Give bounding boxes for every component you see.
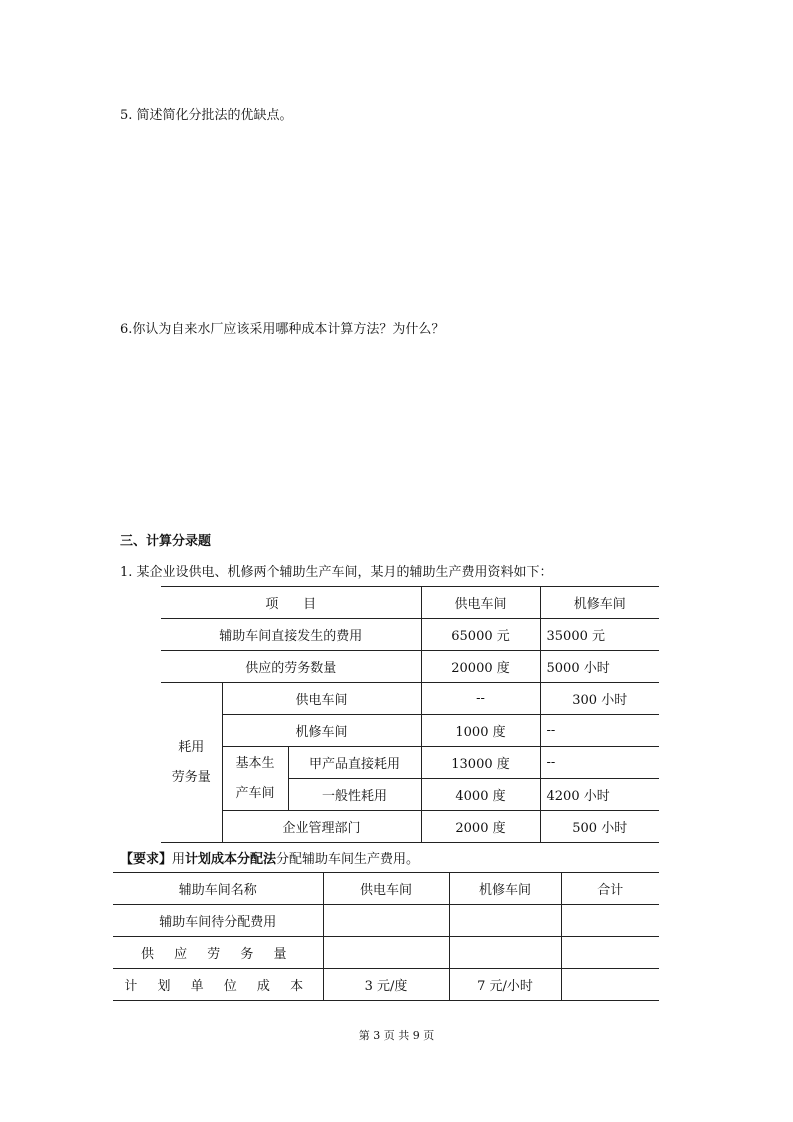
requirement-suffix: 分配辅助车间生产费用。 bbox=[276, 852, 420, 867]
table-cell: 1000 度 bbox=[421, 715, 540, 747]
table-cell: 2000 度 bbox=[421, 811, 540, 843]
table-row bbox=[161, 747, 659, 779]
allocation-table bbox=[113, 872, 659, 1001]
table-cell-label: 辅助车间直接发生的费用 bbox=[161, 619, 421, 651]
table-cell bbox=[449, 905, 561, 937]
table-row bbox=[161, 619, 659, 651]
table-cell bbox=[561, 905, 659, 937]
table-cell: 4200 小时 bbox=[540, 779, 659, 811]
table-header-repair: 机修车间 bbox=[449, 873, 561, 905]
sub-group-line: 基本生 bbox=[235, 755, 275, 771]
table-cell: 500 小时 bbox=[540, 811, 659, 843]
table-cell: 4000 度 bbox=[421, 779, 540, 811]
question-5: 5. 简述简化分批法的优缺点。 bbox=[120, 108, 293, 123]
table-cell: -- bbox=[540, 715, 659, 747]
table-cell: 20000 度 bbox=[421, 651, 540, 683]
table-header-item: 项 目 bbox=[161, 587, 421, 619]
table-cell: 5000 小时 bbox=[540, 651, 659, 683]
table-cell-label: 辅助车间待分配费用 bbox=[113, 905, 323, 937]
table-cell: -- bbox=[540, 747, 659, 779]
page-footer: 第 3 页 共 9 页 bbox=[358, 1029, 435, 1042]
table-cell: 13000 度 bbox=[421, 747, 540, 779]
table-row bbox=[161, 587, 659, 619]
problem-1-statement: 1. 某企业设供电、机修两个辅助生产车间，某月的辅助生产费用资料如下： bbox=[120, 565, 553, 580]
requirement-bracket: 【要求】 bbox=[120, 852, 173, 867]
table-cell: 7 元/小时 bbox=[449, 969, 561, 1001]
table-header-name: 辅助车间名称 bbox=[113, 873, 323, 905]
table-row bbox=[113, 969, 659, 1001]
table-cell-label: 供 应 劳 务 量 bbox=[113, 937, 323, 969]
table-cell-label: 企业管理部门 bbox=[222, 811, 421, 843]
consumption-group-label bbox=[161, 683, 222, 843]
requirement-method: 计划成本分配法 bbox=[185, 852, 277, 867]
requirement-line bbox=[120, 848, 419, 867]
table-cell: 300 小时 bbox=[540, 683, 659, 715]
table-cell: -- bbox=[421, 683, 540, 715]
table-cell bbox=[323, 937, 449, 969]
sub-group-line: 产车间 bbox=[235, 785, 275, 801]
table-row bbox=[113, 905, 659, 937]
requirement-prefix: 用 bbox=[172, 852, 186, 867]
table-cell-label: 计 划 单 位 成 本 bbox=[113, 969, 323, 1001]
group-label-line: 耗用 bbox=[178, 739, 205, 755]
group-label-line: 劳务量 bbox=[171, 769, 211, 785]
table-cell: 65000 元 bbox=[421, 619, 540, 651]
table-row bbox=[161, 811, 659, 843]
table-cell bbox=[323, 905, 449, 937]
table-cell-label: 甲产品直接耗用 bbox=[288, 747, 421, 779]
table-header-power: 供电车间 bbox=[421, 587, 540, 619]
table-cell-label: 一般性耗用 bbox=[288, 779, 421, 811]
table-header-power: 供电车间 bbox=[323, 873, 449, 905]
table-cell: 35000 元 bbox=[540, 619, 659, 651]
table-cell bbox=[561, 937, 659, 969]
table-cell-label: 机修车间 bbox=[222, 715, 421, 747]
table-row bbox=[113, 937, 659, 969]
basic-workshop-label bbox=[222, 747, 288, 811]
table-header-total: 合计 bbox=[561, 873, 659, 905]
auxiliary-cost-table bbox=[161, 586, 659, 843]
table-row bbox=[113, 873, 659, 905]
table-row bbox=[161, 651, 659, 683]
table-cell bbox=[449, 937, 561, 969]
table-row bbox=[161, 683, 659, 715]
table-row bbox=[161, 715, 659, 747]
question-6: 6.你认为自来水厂应该采用哪种成本计算方法？为什么？ bbox=[120, 322, 445, 337]
table-header-repair: 机修车间 bbox=[540, 587, 659, 619]
table-cell: 3 元/度 bbox=[323, 969, 449, 1001]
section-heading: 三、计算分录题 bbox=[120, 534, 212, 549]
table-cell-label: 供应的劳务数量 bbox=[161, 651, 421, 683]
table-cell-label: 供电车间 bbox=[222, 683, 421, 715]
table-cell bbox=[561, 969, 659, 1001]
